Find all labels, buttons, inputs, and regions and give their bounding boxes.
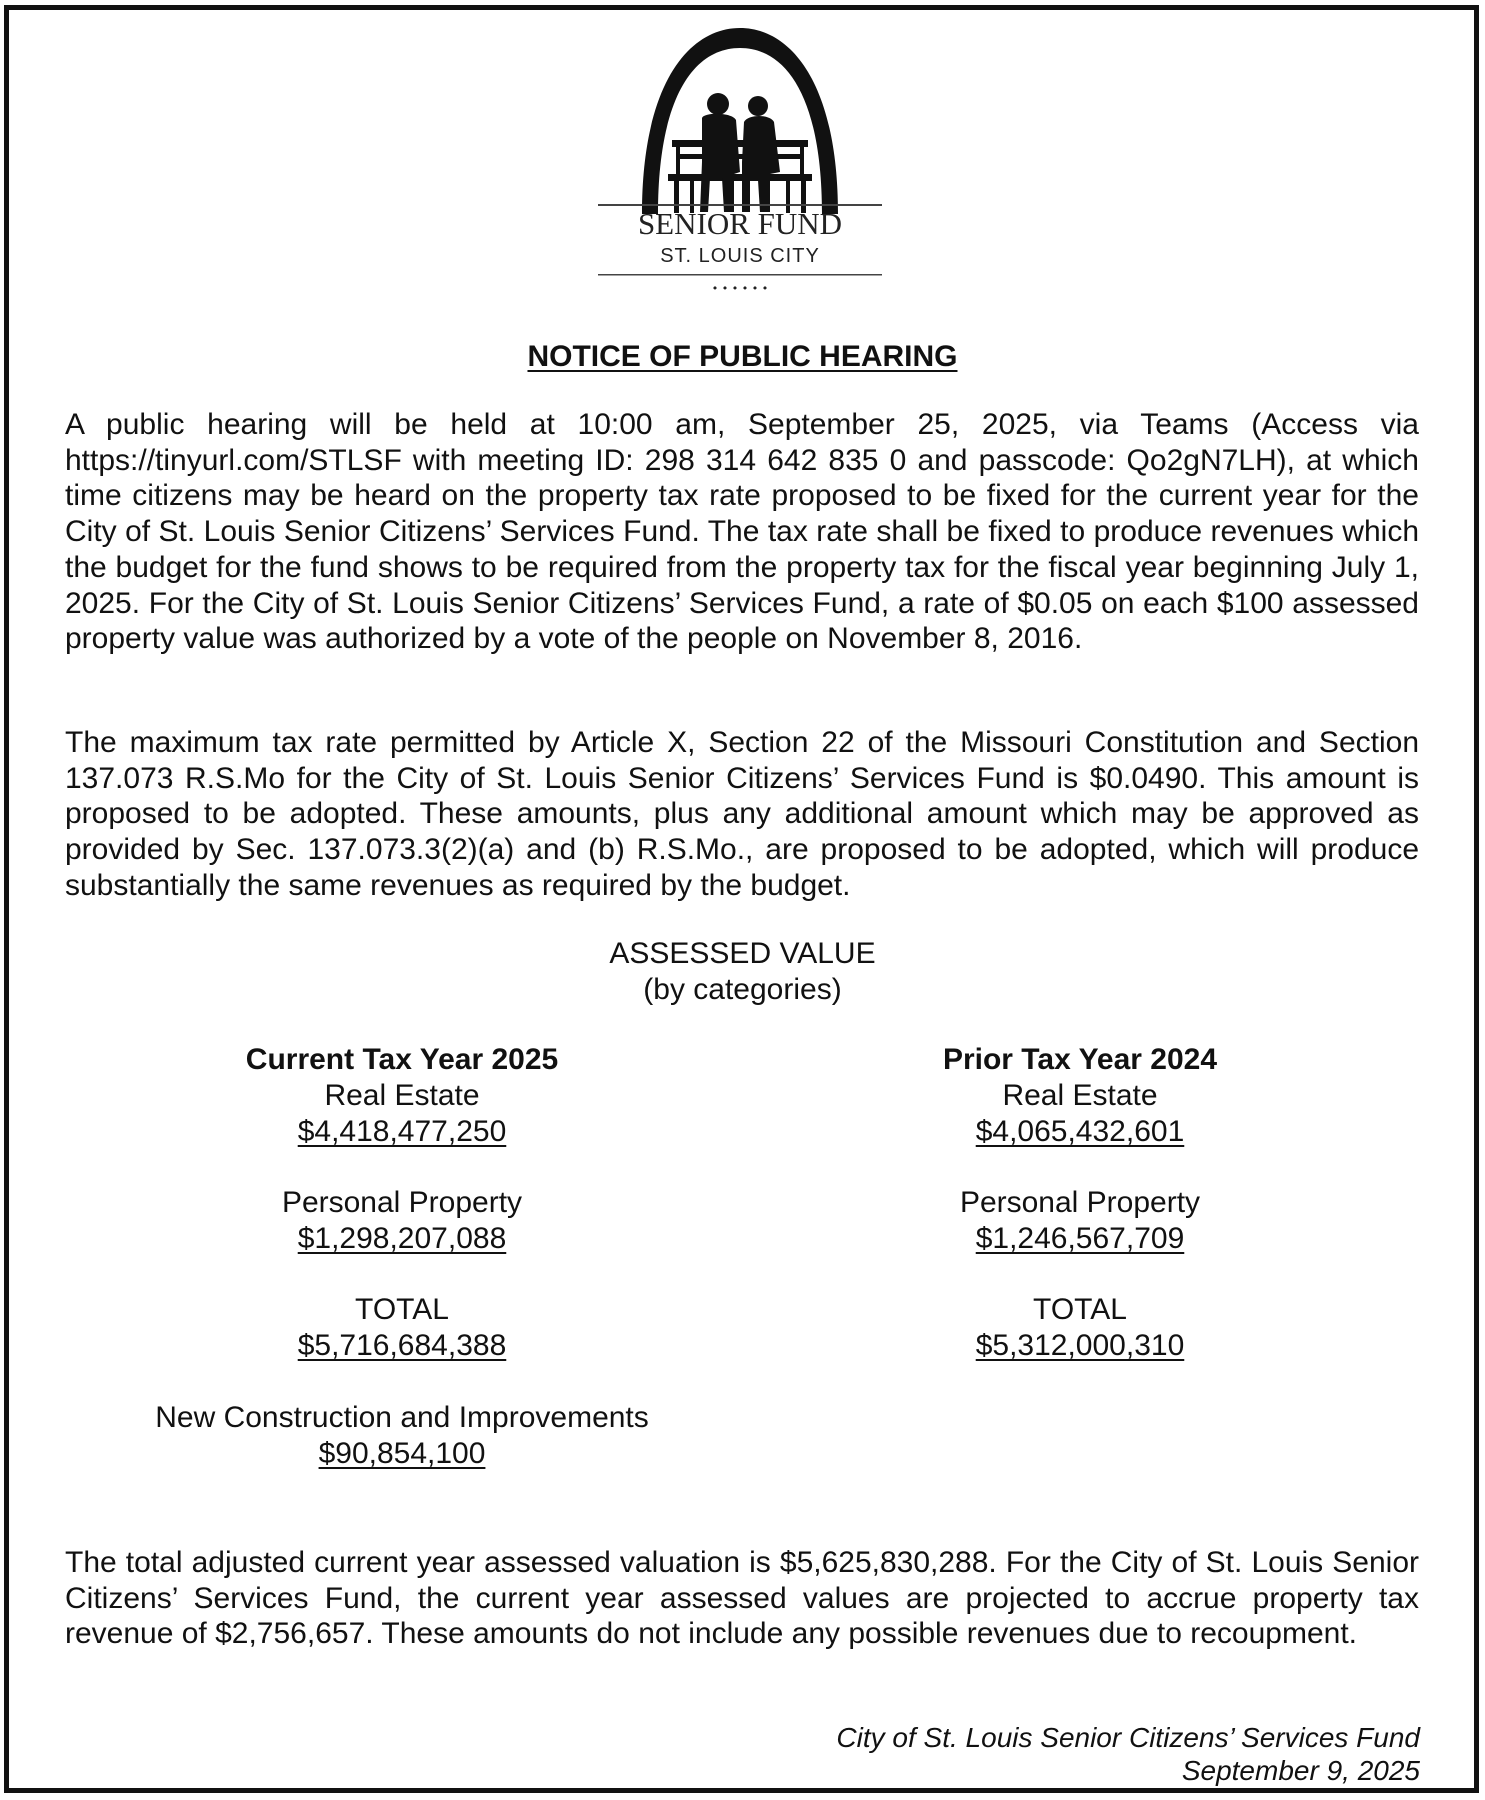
current-total-value: $5,716,684,388	[297, 1329, 507, 1362]
current-real-estate-value: $4,418,477,250	[297, 1115, 507, 1148]
notice-heading-text: NOTICE OF PUBLIC HEARING	[527, 340, 958, 373]
current-real-estate-label: Real Estate	[324, 1079, 480, 1112]
new-construction-label: New Construction and Improvements	[155, 1401, 649, 1434]
assessed-title: ASSESSED VALUE	[609, 937, 876, 970]
max-rate-paragraph: The maximum tax rate permitted by Article X, Section 22 of the Missouri Constitution and Section 137.073 R.S.Mo for the City of St. Louis Senior Citizens’ Services Fund is $0.0490. This amount is proposed to be adopted. These amounts, plus any additional amount which may be approved as provided by Sec. 137.073.3(2)(a) and (b) R.S.Mo., are proposed to be adopted, which will produce substantially the same revenues as required by the budget.	[65, 726, 1419, 902]
assessed-value-header	[0, 936, 1485, 1008]
current-total-block	[102, 1292, 702, 1364]
prior-real-estate-value: $4,065,432,601	[975, 1115, 1185, 1148]
prior-total-value: $5,312,000,310	[975, 1329, 1185, 1362]
new-construction-value: $90,854,100	[318, 1437, 486, 1470]
current-personal-value: $1,298,207,088	[297, 1222, 507, 1255]
prior-year-column	[780, 1042, 1380, 1150]
prior-year-title: Prior Tax Year 2024	[942, 1043, 1218, 1076]
logo-subtitle: ST. LOUIS CITY	[660, 245, 820, 267]
arch-bench-logo-icon	[590, 22, 890, 297]
prior-total-label: TOTAL	[1033, 1293, 1127, 1326]
current-year-title: Current Tax Year 2025	[245, 1043, 559, 1076]
assessed-subtitle: (by categories)	[643, 973, 842, 1006]
prior-total-block	[780, 1292, 1380, 1364]
hearing-paragraph: A public hearing will be held at 10:00 am, September 25, 2025, via Teams (Access via https://tinyurl.com/STLSF with meeting ID: 298 314 642 835 0 and passcode: Qo2gN7LH), at which time citizens may be heard on the property tax rate proposed to be fixed for the current year for the City of St. Louis Senior Citizens’ Services Fund. The tax rate shall be fixed to produce revenues which the budget for the fund shows to be required from the property tax for the fiscal year beginning July 1, 2025. For the City of St. Louis Senior Citizens’ Services Fund, a rate of $0.05 on each $100 assessed property value was authorized by a vote of the people on November 8, 2016.	[65, 408, 1419, 656]
prior-personal-label: Personal Property	[959, 1186, 1201, 1219]
notice-heading	[0, 340, 1485, 374]
signature-org: City of St. Louis Senior Citizens’ Services Fund	[836, 1722, 1420, 1753]
new-construction-block	[102, 1400, 702, 1472]
prior-real-estate-label: Real Estate	[1002, 1079, 1158, 1112]
adjusted-valuation-paragraph: The total adjusted current year assessed valuation is $5,625,830,288. For the City of St. Louis Senior Citizens’ Services Fund, the current year assessed values are projected to accrue property tax revenue of $2,756,657. These amounts do not include any possible revenues due to recoupment.	[65, 1546, 1419, 1651]
logo-dots: • • • • • •	[711, 282, 769, 295]
prior-personal-value: $1,246,567,709	[975, 1222, 1185, 1255]
current-year-column	[102, 1042, 702, 1150]
current-personal-block	[102, 1185, 702, 1257]
prior-personal-block	[780, 1185, 1380, 1257]
current-personal-label: Personal Property	[281, 1186, 523, 1219]
signature-date: September 9, 2025	[1181, 1755, 1420, 1786]
senior-fund-logo	[590, 22, 890, 297]
current-total-label: TOTAL	[355, 1293, 449, 1326]
logo-name: SENIOR FUND	[637, 206, 843, 241]
